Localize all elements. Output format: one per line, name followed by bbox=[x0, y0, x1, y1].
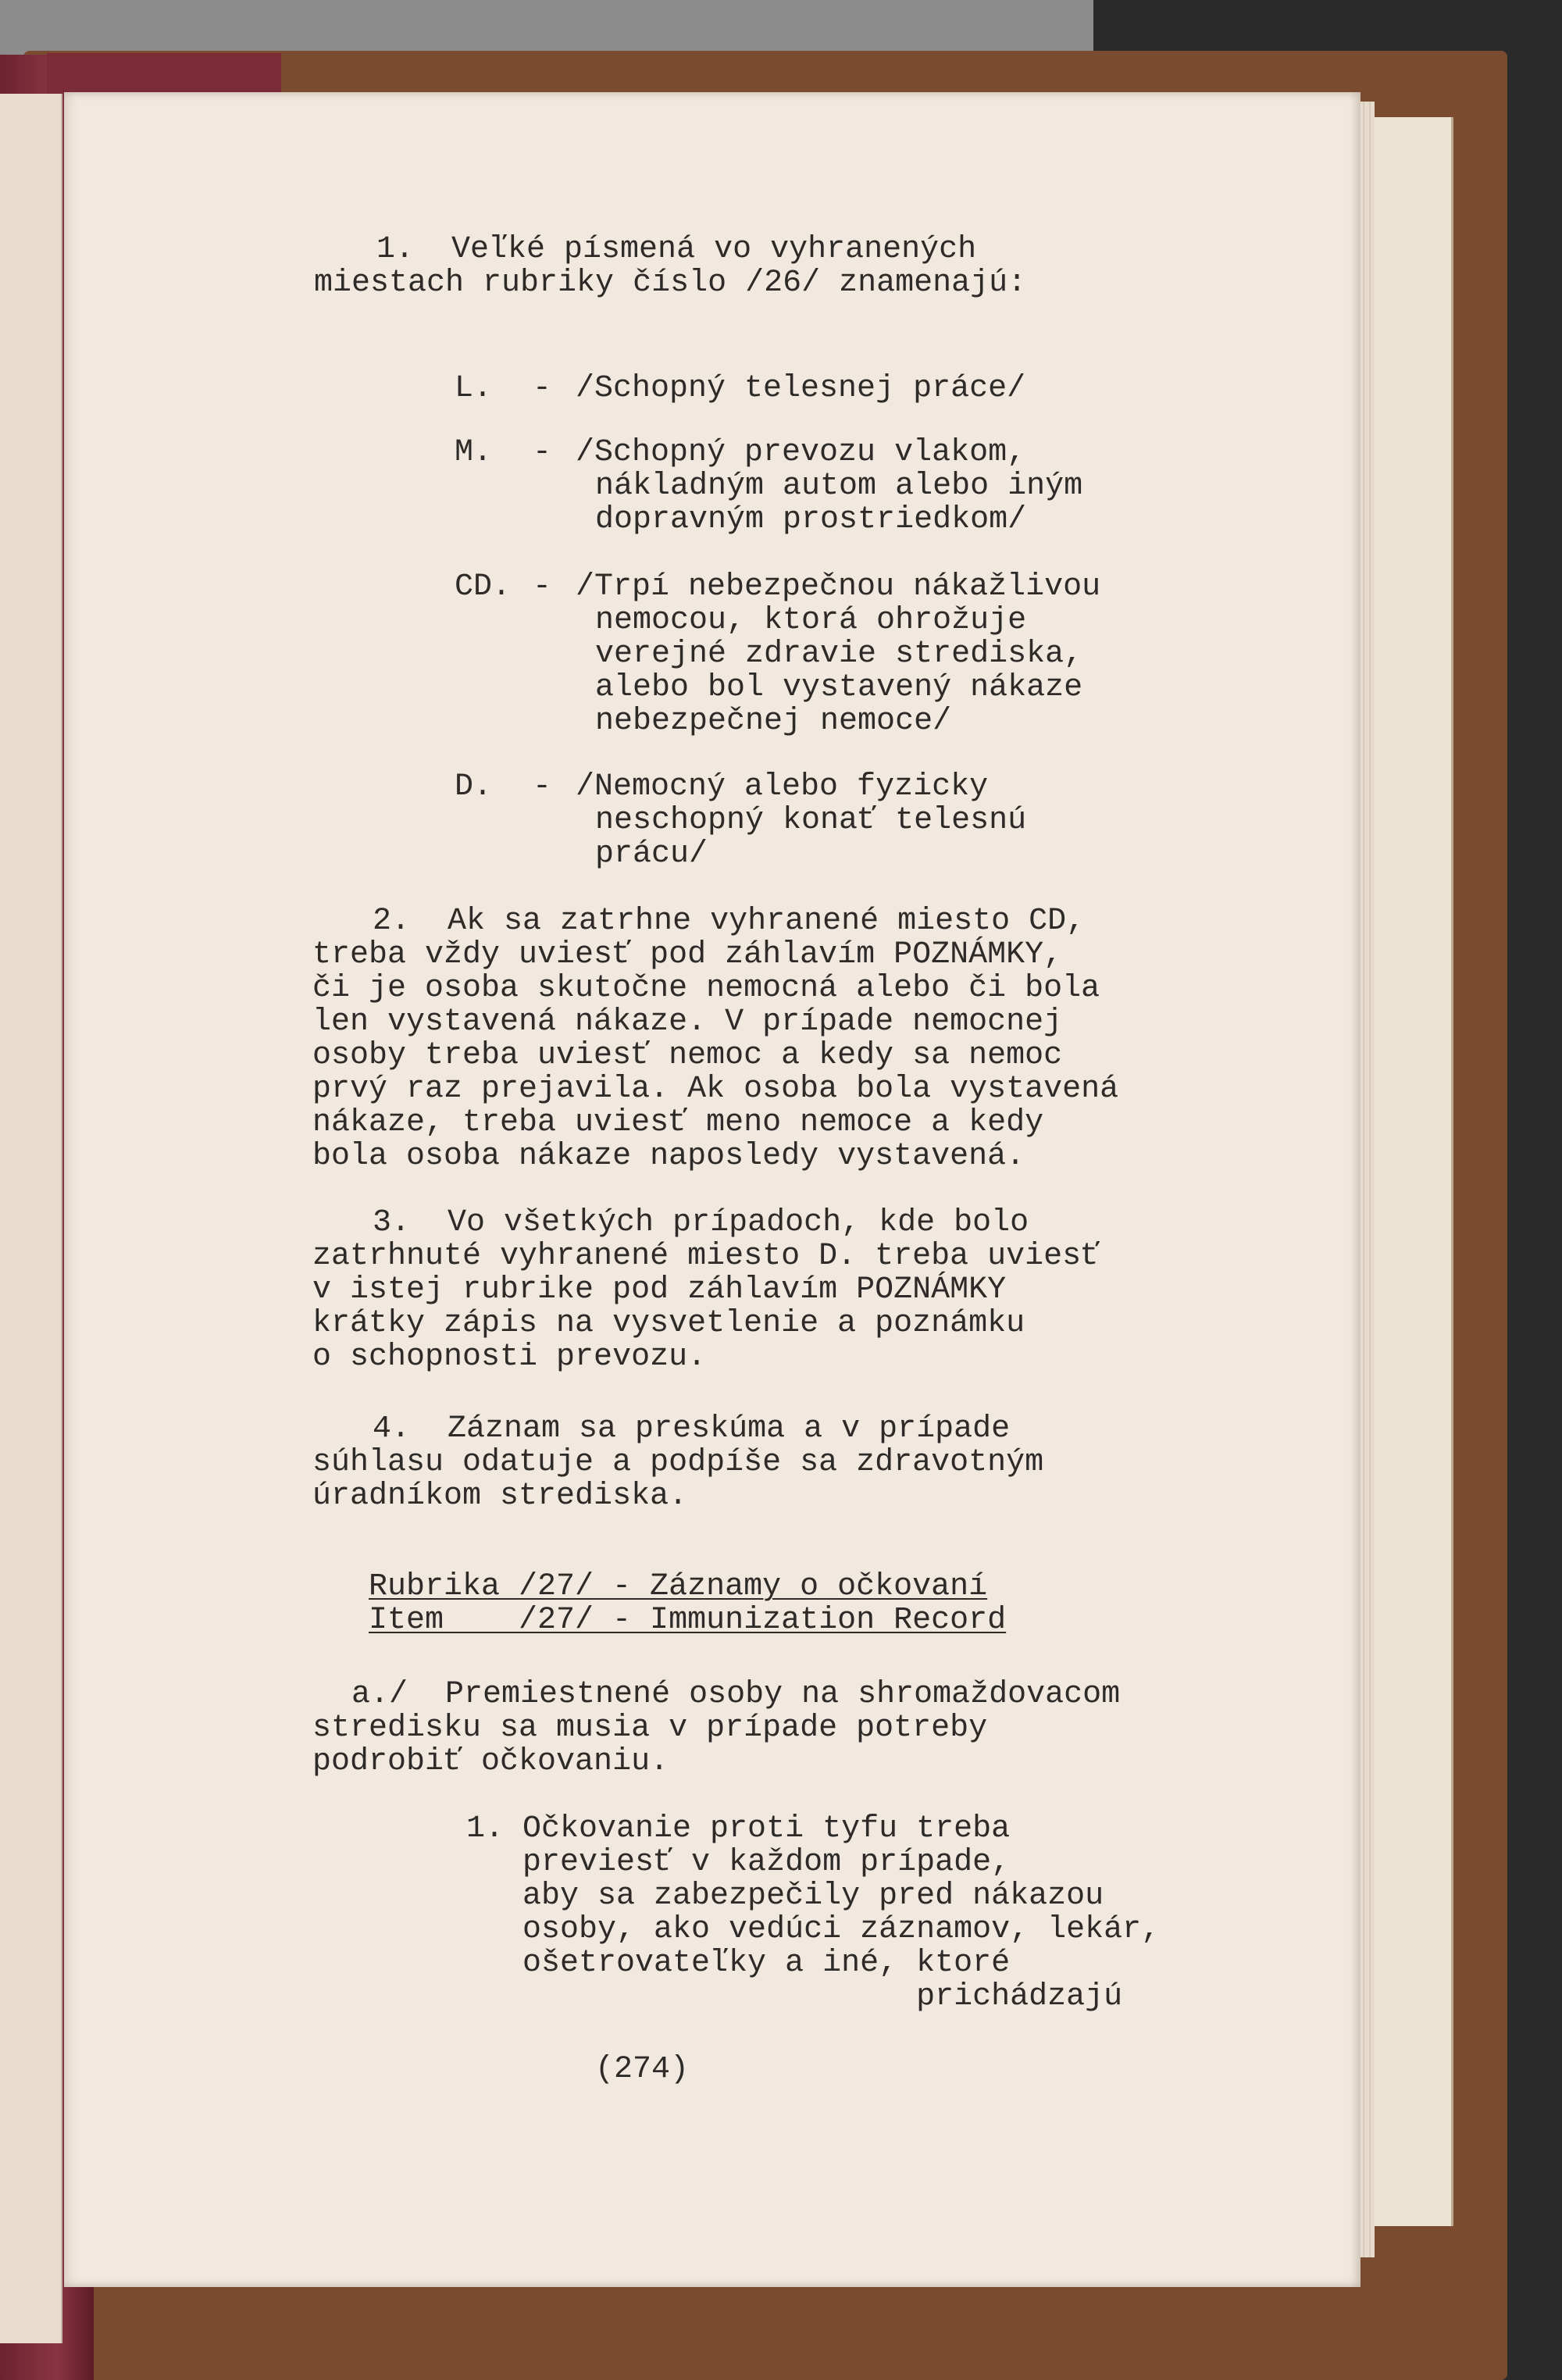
item4-line-2: súhlasu odatuje a podpíše sa zdravotným bbox=[312, 1445, 1044, 1480]
document-page bbox=[64, 92, 1361, 2287]
code-D-desc-1: /Nemocný alebo fyzicky bbox=[576, 769, 989, 805]
item2-line-6: prvý raz prejavila. Ak osoba bola vystavená bbox=[312, 1072, 1119, 1107]
sub1-line-6: prichádzajú bbox=[466, 1979, 1123, 2014]
code-CD-desc-2: nemocou, ktorá ohrožuje bbox=[595, 603, 1027, 638]
code-M-desc-1: /Schopný prevozu vlakom, bbox=[576, 435, 1026, 470]
item4-line-1: 4. Záznam sa preskúma a v prípade bbox=[373, 1411, 1011, 1447]
item3-line-3: v istej rubrike pod záhlavím POZNÁMKY bbox=[312, 1272, 1007, 1308]
item4-line-3: úradníkom strediska. bbox=[312, 1479, 688, 1514]
code-CD-desc-4: alebo bol vystavený nákaze bbox=[595, 670, 1083, 705]
code-M-dash: - bbox=[533, 435, 552, 470]
section-heading-slovak: Rubrika /27/ - Záznamy o očkovaní bbox=[369, 1569, 988, 1604]
code-L: L. bbox=[455, 371, 493, 406]
sub1-line-4: osoby, ako vedúci záznamov, lekár, bbox=[466, 1912, 1161, 1947]
item1-intro-line1: 1. Veľké písmená vo vyhranených bbox=[376, 232, 977, 267]
para-a-line-1: a./ Premiestnené osoby na shromaždovacom bbox=[351, 1677, 1121, 1712]
item3-line-2: zatrhnuté vyhranené miesto D. treba uviesť bbox=[312, 1239, 1100, 1274]
code-CD-desc-3: verejné zdravie strediska, bbox=[595, 637, 1083, 672]
code-D-desc-2: neschopný konať telesnú bbox=[595, 803, 1027, 838]
item2-line-8: bola osoba nákaze naposledy vystavená. bbox=[312, 1139, 1025, 1174]
item3-line-1: 3. Vo všetkých prípadoch, kde bolo bbox=[373, 1205, 1029, 1240]
page-stack-edge bbox=[1373, 117, 1453, 2226]
code-CD: CD. bbox=[455, 569, 512, 605]
item2-line-3: či je osoba skutočne nemocná alebo či bola bbox=[312, 971, 1100, 1006]
item2-line-2: treba vždy uviesť pod záhlavím POZNÁMKY, bbox=[312, 937, 1063, 972]
item2-line-4: len vystavená nákaze. V prípade nemocnej bbox=[312, 1004, 1063, 1040]
code-M-desc-2: nákladným autom alebo iným bbox=[595, 469, 1083, 504]
item3-line-4: krátky zápis na vysvetlenie a poznámku bbox=[312, 1306, 1025, 1341]
code-D-dash: - bbox=[533, 769, 552, 805]
page-number: (274) bbox=[595, 2052, 690, 2087]
code-L-dash: - bbox=[533, 371, 552, 406]
item2-line-1: 2. Ak sa zatrhne vyhranené miesto CD, bbox=[373, 904, 1086, 939]
code-CD-dash: - bbox=[533, 569, 552, 605]
sub1-line-2: previesť v každom prípade, bbox=[466, 1845, 1011, 1880]
facing-page-edge bbox=[0, 94, 62, 2343]
sub1-line-3: aby sa zabezpečily pred nákazou bbox=[466, 1879, 1104, 1914]
code-M-desc-3: dopravným prostriedkom/ bbox=[595, 502, 1027, 537]
code-CD-desc-1: /Trpí nebezpečnou nákažlivou bbox=[576, 569, 1101, 605]
code-CD-desc-5: nebezpečnej nemoce/ bbox=[595, 704, 952, 739]
item2-line-7: nákaze, treba uviesť meno nemoce a kedy bbox=[312, 1105, 1044, 1140]
para-a-line-2: stredisku sa musia v prípade potreby bbox=[312, 1711, 988, 1746]
item2-line-5: osoby treba uviesť nemoc a kedy sa nemoc bbox=[312, 1038, 1063, 1073]
item1-intro-line2: miestach rubriky číslo /26/ znamenajú: bbox=[314, 266, 1027, 301]
sub1-line-5: ošetrovateľky a iné, ktoré bbox=[466, 1946, 1011, 1981]
sub1-line-1: 1. Očkovanie proti tyfu treba bbox=[466, 1811, 1011, 1847]
code-M: M. bbox=[455, 435, 493, 470]
item3-line-5: o schopnosti prevozu. bbox=[312, 1340, 707, 1375]
code-D-desc-3: prácu/ bbox=[595, 837, 708, 872]
section-heading-english: Item /27/ - Immunization Record bbox=[369, 1603, 1007, 1638]
code-D: D. bbox=[455, 769, 493, 805]
para-a-line-3: podrobiť očkovaniu. bbox=[312, 1744, 669, 1779]
code-L-desc: /Schopný telesnej práce/ bbox=[576, 371, 1026, 406]
